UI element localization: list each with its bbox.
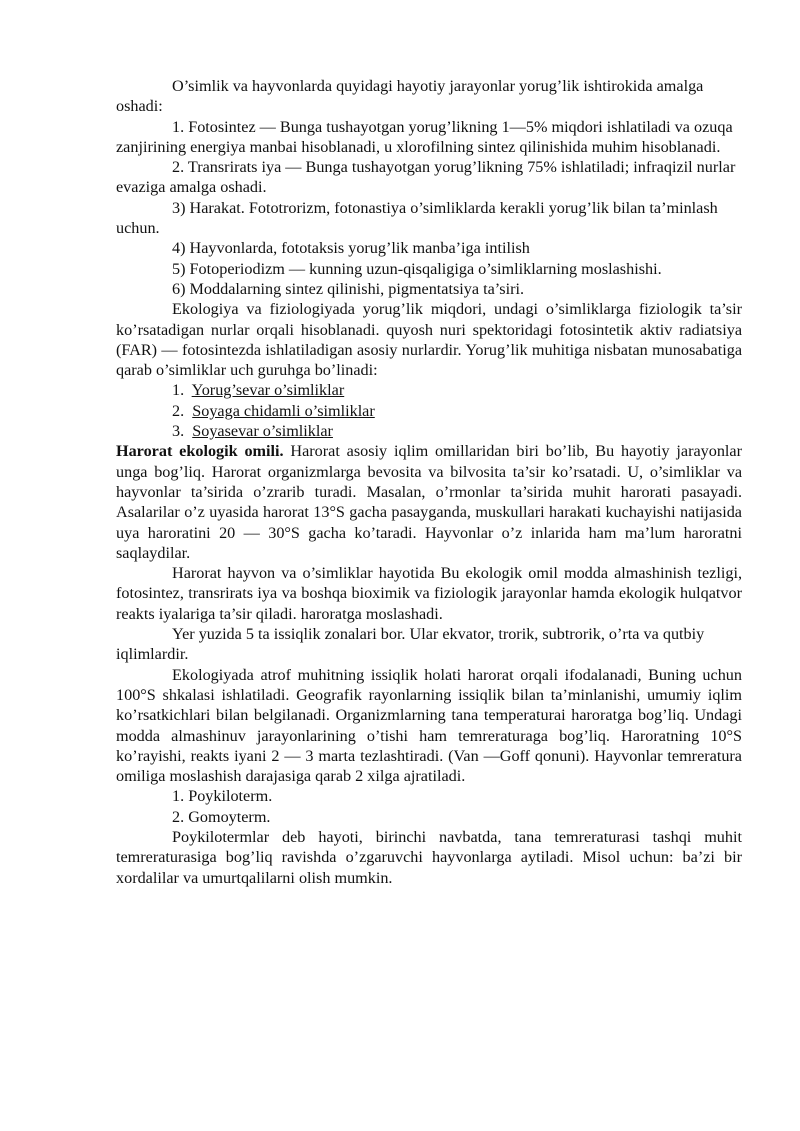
list-item-gomoyterm: 2. Gomoyterm. [172, 807, 271, 826]
document-page [116, 76, 742, 888]
intro-paragraph: O’simlik va hayvonlarda quyidagi hayotiy jarayonlar yorug’lik ishtirokida amalga oshadi: [116, 77, 704, 116]
harorat-effects-paragraph: Harorat hayvon va o’simliklar hayotida Bu ekologik omil modda almashinish tezligi, fotosintez, transrirats iya va boshqa bioximik va fiziologik jarayonlar hamda ekologik hulqatvor reakts iyalariga ta’sir qiladi. haroratga moslashadi. [116, 564, 742, 623]
list-item-fototaksis: 4) Hayvonlarda, fototaksis yorug’lik manba’iga intilish [172, 239, 530, 258]
list-item-poykiloterm: 1. Poykiloterm. [172, 787, 273, 806]
plant-group-label: Soyasevar o’simliklar [192, 422, 333, 441]
climate-zones-paragraph: Yer yuzida 5 ta issiqlik zonalari bor. Ular ekvator, trorik, subtrorik, o’rta va qutbiy iqlimlardir. [116, 625, 705, 664]
list-item-harakat: 3) Harakat. Fototrorizm, fotonastiya o’simliklarda kerakli yorug’lik bilan ta’minlash uchun. [116, 198, 718, 238]
harorat-paragraph [116, 441, 742, 563]
ecology-paragraph: Ekologiya va fiziologiyada yorug’lik miqdori, undagi o’simliklarga fiziologik ta’sir ko’rsatadigan nurlar orqali hisoblanadi. quyosh nuri spektoridagi fotosintetik aktiv radiatsiya (FAR) — fotosintezda ishlatiladigan asosiy nurlardir. Yorug’lik muhitiga nisbatan munosabatiga qarab o’simliklar uch guruhga bo’linadi: [116, 300, 742, 380]
plant-group-label: Yorug’sevar o’simliklar [191, 381, 345, 400]
temperature-paragraph: Ekologiyada atrof muhitning issiqlik holati harorat orqali ifodalanadi, Buning uchun 100°S shkalasi ishlatiladi. Geografik rayonlarning issiqlik bilan ta’minlanishi, umumiy iqlim ko’rsatkichlari bilan belgilanadi. Organizmlarning tana temperaturai haroratga bog’liq. Undagi modda almashinuv jarayonlarining o’tishi ham temreraturaga bog’liq. Haroratning 10°S ko’rayishi, reakts iyani 2 — 3 marta tezlashtiradi. (Van —Goff qonuni). Hayvonlar temreratura omiliga moslashish darajasiga qarab 2 xilga ajratiladi. [116, 665, 742, 786]
list-item-pigmentatsiya: 6) Moddalarning sintez qilinishi, pigmentatsiya ta’siri. [172, 279, 525, 298]
poykiloterm-paragraph: Poykilotermlar deb hayoti, birinchi navbatda, tana temreraturasi tashqi muhit temreraturasiga bog’liq ravishda o’zgaruvchi hayvonlarga aytiladi. Misol uchun: ba’zi bir xordalilar va umurtqalilarni olish mumkin. [116, 827, 742, 887]
plant-group-number: 1. [172, 381, 185, 400]
plant-group-label: Soyaga chidamli o’simliklar [192, 401, 375, 420]
plant-group-item [116, 380, 742, 400]
plant-group-number: 2. [172, 401, 185, 420]
list-item-transpiratsiya: 2. Transrirats iya — Bunga tushayotgan yorug’likning 75% ishlatiladi; infraqizil nurlar evaziga amalga oshadi. [116, 158, 736, 197]
plant-group-item [116, 421, 742, 441]
plant-group-number: 3. [172, 422, 185, 441]
harorat-text: Harorat asosiy iqlim omillaridan biri bo’lib, Bu hayotiy jarayonlar unga bog’liq. Harorat organizmlarga bevosita va bilvosita ta’sir ko’rsatadi. U, o’simliklar va hayvonlar ta’sirida o’zrarib turadi. Masalan, o’rmonlar ta’sirida muhit harorati pasayadi. Asalarilar o’z uyasida harorat 13°S gacha pasayganda, muskullari harakati kuchayishi natijasida uya haroratini 20 — 30°S gacha ko’taradi. Hayvonlar o’z inlarida ham ma’lum haroratni saqlaydilar. [116, 442, 742, 562]
plant-group-item [116, 401, 742, 421]
list-item-fotoperiodizm: 5) Fotoperiodizm — kunning uzun-qisqaligiga o’simliklarning moslashishi. [172, 259, 662, 278]
section-heading: Harorat ekologik omili. [116, 442, 284, 461]
list-item-fotosintez: 1. Fotosintez — Bunga tushayotgan yorug’likning 1—5% miqdori ishlatiladi va ozuqa zanjirining energiya manbai hisoblanadi, u xlorofilning sintez qilinishida muhim hisoblanadi. [116, 117, 733, 156]
